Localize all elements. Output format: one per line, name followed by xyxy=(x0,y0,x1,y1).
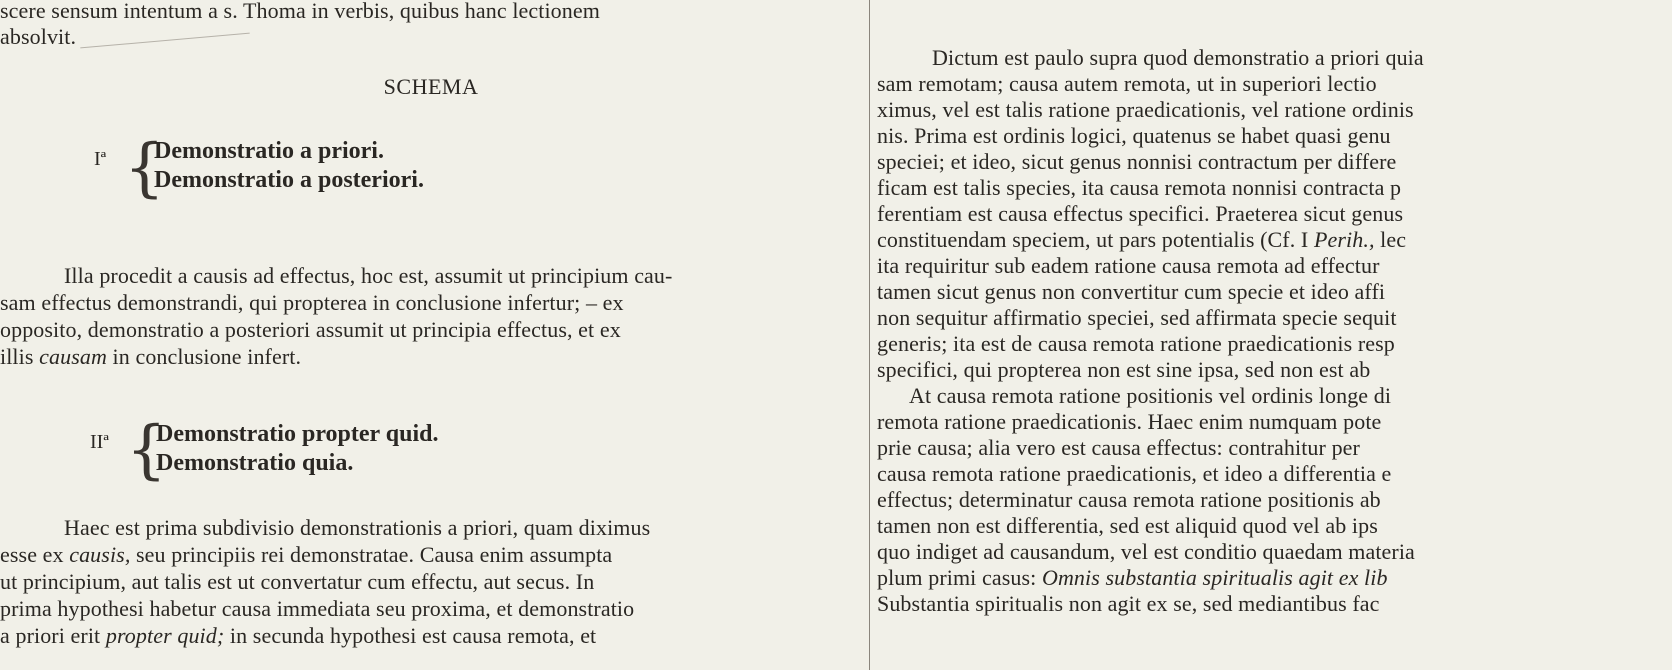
text-line: ferentiam est causa effectus specifici. Praeterea sicut genus xyxy=(877,201,1404,226)
text-line: nis. Prima est ordinis logici, quatenus se habet quasi genu xyxy=(877,123,1391,148)
text-line: ut principium, aut talis est ut convertatur cum effectu, aut secus. In xyxy=(0,569,595,594)
text-line: ximus, vel est talis ratione praedicationis, vel ratione ordinis xyxy=(877,97,1414,122)
text-line: Haec est prima subdivisio demonstrationis a priori, quam diximus xyxy=(64,515,651,540)
text-line: causa remota ratione praedicationis, et ideo a differentia e xyxy=(877,461,1392,486)
text-line: prima hypothesi habetur causa immediata seu proxima, et demonstratio xyxy=(0,596,635,621)
text-line: absolvit. xyxy=(0,24,77,49)
text-line: scere sensum intentum a s. Thoma in verbis, quibus hanc lectionem xyxy=(0,0,600,23)
text-line: opposito, demonstratio a posteriori assumit ut principia effectus, et ex xyxy=(0,317,621,342)
right-column xyxy=(877,0,1672,670)
text-line: Illa procedit a causis ad effectus, hoc est, assumit ut principium cau- xyxy=(64,263,673,288)
text-line: constituendam speciem, ut pars potentialis (Cf. I Perih., lec xyxy=(877,227,1407,252)
text-line: prie causa; alia vero est causa effectus: contrahitur per xyxy=(877,435,1360,460)
text-line: At causa remota ratione positionis vel ordinis longe di xyxy=(909,383,1392,408)
schema-item: Demonstratio a priori. xyxy=(154,138,384,164)
text-line: non sequitur affirmatio speciei, sed affirmata specie sequit xyxy=(877,305,1397,330)
text-line: quo indiget ad causandum, vel est conditio quaedam materia xyxy=(877,539,1415,564)
text-line: a priori erit propter quid; in secunda hypothesi est causa remota, et xyxy=(0,623,597,648)
schema-roman-numeral: IIª xyxy=(90,431,109,453)
text-line: tamen non est differentia, sed est aliquid quod vel ab ips xyxy=(877,513,1378,538)
schema-item: Demonstratio propter quid. xyxy=(156,421,439,447)
schema-item: Demonstratio a posteriori. xyxy=(154,167,424,193)
schema-roman-numeral: Iª xyxy=(94,148,107,170)
text-line: sam effectus demonstrandi, qui propterea in conclusione infertur; – ex xyxy=(0,290,624,315)
text-line: ita requiritur sub eadem ratione causa remota ad effectur xyxy=(877,253,1380,278)
brace-icon: { xyxy=(124,131,165,205)
schema-item: Demonstratio quia. xyxy=(156,450,354,476)
text-line: speciei; et ideo, sicut genus nonnisi contractum per differe xyxy=(877,149,1397,174)
text-line: illis causam in conclusione infert. xyxy=(0,344,302,369)
text-line: esse ex causis, seu principiis rei demonstratae. Causa enim assumpta xyxy=(0,542,613,567)
text-line: tamen sicut genus non convertitur cum specie et ideo affi xyxy=(877,279,1386,304)
text-line: specifici, qui propterea non est sine ipsa, sed non est ab xyxy=(877,357,1371,382)
text-line: ficam est talis species, ita causa remota nonnisi contracta p xyxy=(877,175,1402,200)
brace-icon: { xyxy=(126,413,167,487)
column-divider xyxy=(869,0,870,670)
text-line: Substantia spiritualis non agit ex se, sed mediantibus fac xyxy=(877,591,1380,616)
text-line: plum primi casus: Omnis substantia spiritualis agit ex lib xyxy=(877,565,1388,590)
text-line: sam remotam; causa autem remota, ut in superiori lectio xyxy=(877,71,1377,96)
schema-heading: SCHEMA xyxy=(383,74,479,99)
text-line: generis; ita est de causa remota ratione praedicationis resp xyxy=(877,331,1395,356)
text-line: Dictum est paulo supra quod demonstratio a priori quia xyxy=(932,45,1424,70)
text-line: effectus; determinatur causa remota ratione positionis ab xyxy=(877,487,1381,512)
text-line: remota ratione praedicationis. Haec enim numquam pote xyxy=(877,409,1382,434)
